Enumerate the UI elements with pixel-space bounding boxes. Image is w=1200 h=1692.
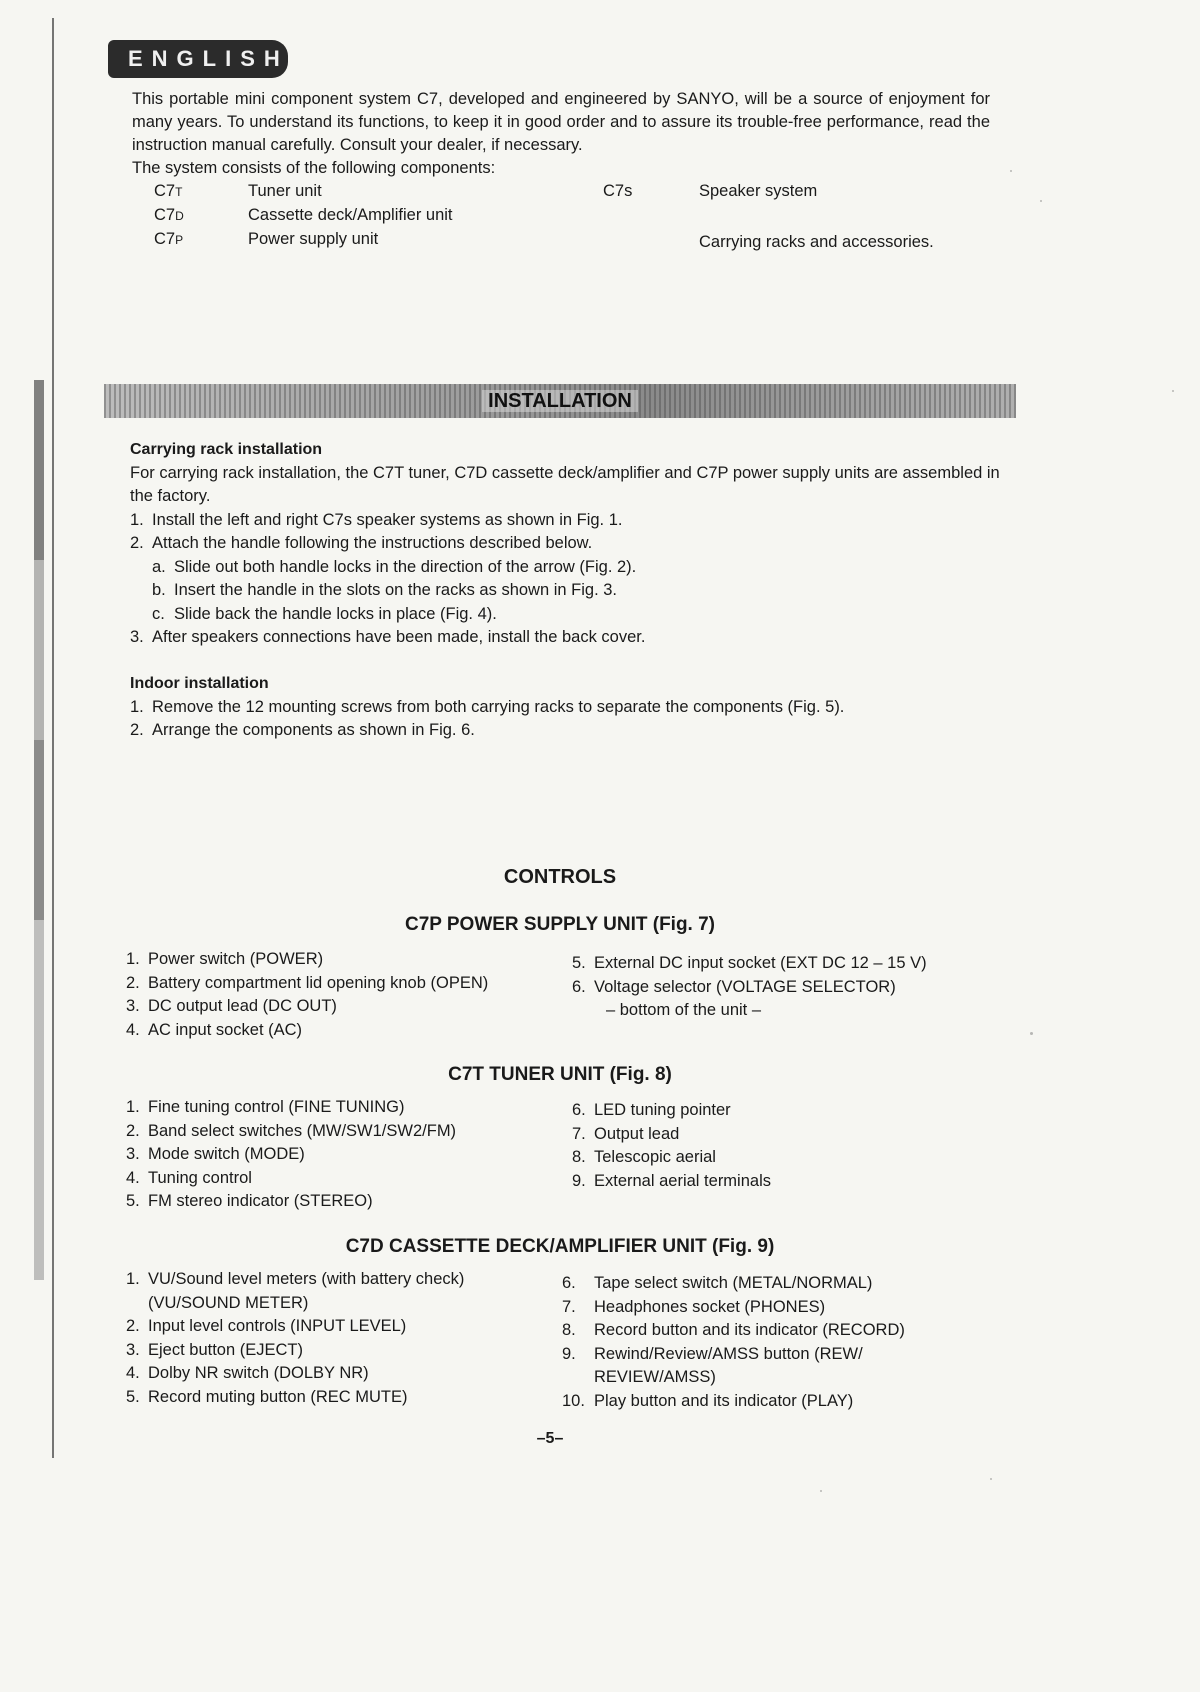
deck-right-list: [562, 1272, 1012, 1413]
tuner-left-list: [126, 1096, 566, 1214]
list-item: 2. Band select switches (MW/SW1/SW2/FM): [126, 1121, 457, 1140]
list-item: 5. External DC input socket (EXT DC 12 – 15 V): [572, 954, 927, 972]
component-row: [154, 204, 934, 228]
indoor-steps: [130, 696, 1000, 743]
component-code-2: [603, 204, 699, 228]
component-code: C7: [154, 206, 176, 224]
list-item: REVIEW/AMSS): [594, 1368, 716, 1386]
page-number: –5–: [536, 1430, 564, 1447]
list-item: 7. Output lead: [572, 1124, 680, 1143]
carrying-step-3: [130, 626, 1000, 650]
controls-title: CONTROLS: [503, 866, 617, 888]
carrying-rack-intro: For carrying rack installation, the C7T tuner, C7D cassette deck/amplifier and C7P power supply units are assembled in the factory.: [130, 463, 1000, 505]
scan-speck: [1040, 200, 1042, 202]
list-item: 6. LED tuning pointer: [572, 1101, 731, 1119]
list-item: 4. Dolby NR switch (DOLBY NR): [126, 1364, 369, 1382]
carrying-steps: [130, 509, 1000, 556]
list-item: b. Insert the handle in the slots on the racks as shown in Fig. 3.: [152, 581, 617, 599]
scan-speck: [820, 1490, 822, 1492]
scan-speck: [1030, 1032, 1033, 1035]
list-item: 3. DC output lead (DC OUT): [126, 997, 337, 1015]
scan-speck: [1010, 170, 1012, 172]
component-name: Power supply unit: [248, 230, 379, 248]
component-code: C7: [154, 230, 176, 248]
list-item: 2. Attach the handle following the instructions described below.: [130, 534, 593, 552]
list-item: 2. Battery compartment lid opening knob (OPEN): [126, 973, 489, 992]
list-item: 7. Headphones socket (PHONES): [562, 1297, 826, 1316]
handle-substeps: [130, 556, 1000, 627]
indoor-heading: Indoor installation: [130, 675, 269, 692]
list-item: a. Slide out both handle locks in the direction of the arrow (Fig. 2).: [152, 557, 637, 576]
carrying-rack-heading: Carrying rack installation: [130, 441, 323, 458]
list-item: c. Slide back the handle locks in place (Fig. 4).: [152, 604, 497, 623]
intro-paragraph: This portable mini component system C7, developed and engineered by SANYO, will be a source of enjoyment for many years. To understand its functions, to keep it in good order and to assure its trouble-free performance, read the instruction manual carefully. Consult your dealer, if necessary.: [132, 90, 990, 154]
list-item: 8. Record button and its indicator (RECORD): [562, 1321, 905, 1339]
component-code: C7: [154, 182, 176, 200]
list-item: 1. Fine tuning control (FINE TUNING): [126, 1098, 405, 1116]
component-row: [154, 228, 934, 254]
list-item: 2. Arrange the components as shown in Fig. 6.: [130, 721, 475, 739]
list-item: 5. Record muting button (REC MUTE): [126, 1387, 408, 1406]
binder-edge-shadow: [34, 380, 44, 1280]
list-item: 4. AC input socket (AC): [126, 1020, 303, 1039]
list-item: 3. After speakers connections have been made, install the back cover.: [130, 628, 646, 646]
list-item: 1. VU/Sound level meters (with battery check): [126, 1270, 465, 1288]
binder-edge-line: [52, 18, 54, 1458]
component-code-2: [603, 228, 699, 254]
list-item: (VU/SOUND METER): [148, 1293, 309, 1312]
scan-speck: [1172, 390, 1174, 392]
component-name-2: Carrying racks and accessories.: [699, 233, 934, 251]
component-name: Cassette deck/Amplifier unit: [248, 206, 453, 224]
carrying-rack-section: [130, 438, 1000, 650]
list-item: 6. Tape select switch (METAL/NORMAL): [562, 1274, 873, 1292]
component-row: [154, 180, 934, 204]
list-item: 2. Input level controls (INPUT LEVEL): [126, 1317, 407, 1335]
installation-title: INSTALLATION: [482, 390, 638, 412]
intro-text: [132, 88, 990, 180]
list-item: 8. Telescopic aerial: [572, 1148, 716, 1166]
list-item: 9. Rewind/Review/AMSS button (REW/: [562, 1344, 863, 1363]
tuner-title: C7T TUNER UNIT (Fig. 8): [448, 1064, 672, 1085]
list-item: 4. Tuning control: [126, 1168, 252, 1187]
component-suffix: P: [175, 233, 184, 247]
component-name: Tuner unit: [248, 182, 322, 200]
list-item: 6. Voltage selector (VOLTAGE SELECTOR): [572, 977, 896, 996]
component-suffix: T: [175, 185, 183, 199]
list-item: 9. External aerial terminals: [572, 1171, 771, 1190]
deck-left-list: [126, 1268, 566, 1409]
list-item: 3. Mode switch (MODE): [126, 1145, 305, 1163]
installation-banner: [104, 384, 1016, 418]
components-table: [154, 180, 934, 254]
power-left-list: [126, 948, 566, 1042]
list-item: 5. FM stereo indicator (STEREO): [126, 1192, 373, 1210]
tuner-right-list: [572, 1099, 1012, 1193]
scan-speck: [990, 1478, 992, 1480]
intro-components-line: The system consists of the following components:: [132, 159, 496, 177]
language-tab: ENGLISH: [108, 40, 288, 78]
power-supply-title: C7P POWER SUPPLY UNIT (Fig. 7): [404, 914, 716, 935]
list-item: 10. Play button and its indicator (PLAY): [562, 1391, 854, 1410]
list-item: 1. Power switch (POWER): [126, 950, 324, 968]
component-code-2: C7s: [603, 182, 633, 200]
list-item: 1. Install the left and right C7s speaker systems as shown in Fig. 1.: [130, 510, 623, 529]
deck-title: C7D CASSETTE DECK/AMPLIFIER UNIT (Fig. 9): [345, 1236, 775, 1257]
list-item: – bottom of the unit –: [606, 1001, 762, 1019]
component-name-2: Speaker system: [699, 182, 818, 200]
indoor-section: [130, 672, 1000, 743]
list-item: 3. Eject button (EJECT): [126, 1340, 303, 1359]
component-suffix: D: [175, 209, 184, 223]
power-right-list: [572, 952, 1012, 1023]
list-item: 1. Remove the 12 mounting screws from both carrying racks to separate the components (Fig. 5).: [130, 697, 845, 716]
